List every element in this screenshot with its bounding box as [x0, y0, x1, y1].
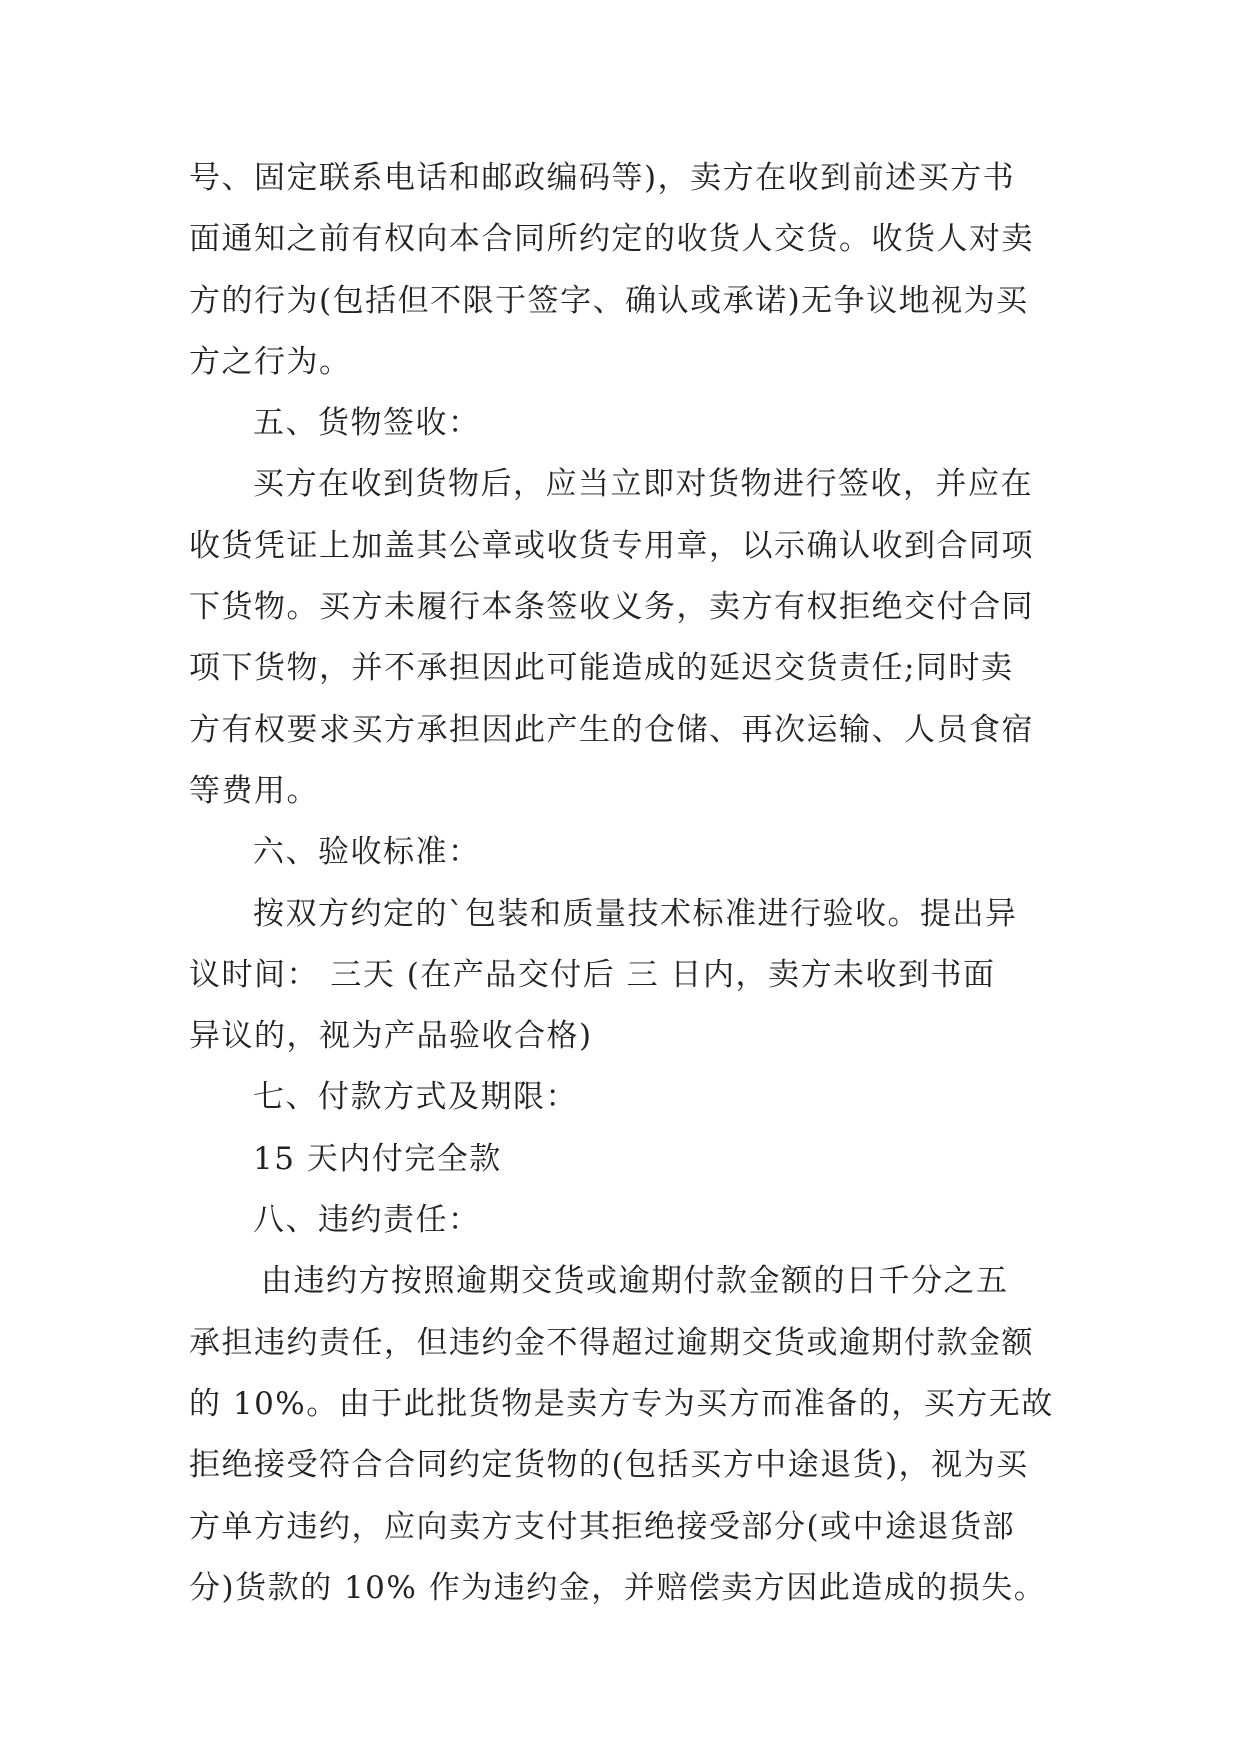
text-line: 议时间： 三天 (在产品交付后 三 日内，卖方未收到书面 — [189, 956, 996, 993]
text-line: 异议的，视为产品验收合格) — [189, 1018, 593, 1055]
text-line: 号、固定联系电话和邮政编码等)，卖方在收到前述买方书 — [189, 160, 1016, 196]
text-line: 按双方约定的`包装和质量技术标准进行验收。提出异 — [253, 895, 1018, 932]
text-line: 15 天内付完全款 — [253, 1140, 502, 1177]
text-line: 等费用。 — [189, 772, 319, 809]
section-heading-5: 五、货物签收： — [253, 405, 481, 442]
text-line: 项下货物，并不承担因此可能造成的延迟交货责任;同时卖 — [189, 650, 1014, 687]
text-line: 分)货款的 10% 作为违约金，并赔偿卖方因此造成的损失。 — [189, 1569, 1047, 1606]
text-line: 的 10%。由于此批货物是卖方专为买方而准备的，买方无故 — [189, 1385, 1054, 1422]
text-line: 买方在收到货物后，应当立即对货物进行签收，并应在 — [253, 466, 1033, 503]
section-heading-7: 七、付款方式及期限： — [253, 1079, 578, 1116]
text-line: 方之行为。 — [189, 343, 352, 380]
text-line: 面通知之前有权向本合同所约定的收货人交货。收货人对卖 — [189, 221, 1034, 258]
text-line: 方的行为(包括但不限于签字、确认或承诺)无争议地视为买 — [189, 282, 1029, 319]
text-line: 由违约方按照逾期交货或逾期付款金额的日千分之五 — [261, 1263, 1009, 1300]
text-line: 收货凭证上加盖其公章或收货专用章，以示确认收到合同项 — [189, 527, 1034, 564]
text-line: 拒绝接受符合合同约定货物的(包括买方中途退货)，视为买 — [189, 1447, 1029, 1484]
text-line: 承担违约责任，但违约金不得超过逾期交货或逾期付款金额 — [189, 1324, 1034, 1361]
text-line: 下货物。买方未履行本条签收义务，卖方有权拒绝交付合同 — [189, 589, 1034, 626]
text-line: 方单方违约，应向卖方支付其拒绝接受部分(或中途退货部 — [189, 1508, 1016, 1545]
section-heading-8: 八、违约责任： — [253, 1202, 481, 1239]
section-heading-6: 六、验收标准： — [253, 834, 481, 871]
document-body — [189, 148, 1059, 1619]
text-line: 方有权要求买方承担因此产生的仓储、再次运输、人员食宿 — [189, 711, 1034, 748]
